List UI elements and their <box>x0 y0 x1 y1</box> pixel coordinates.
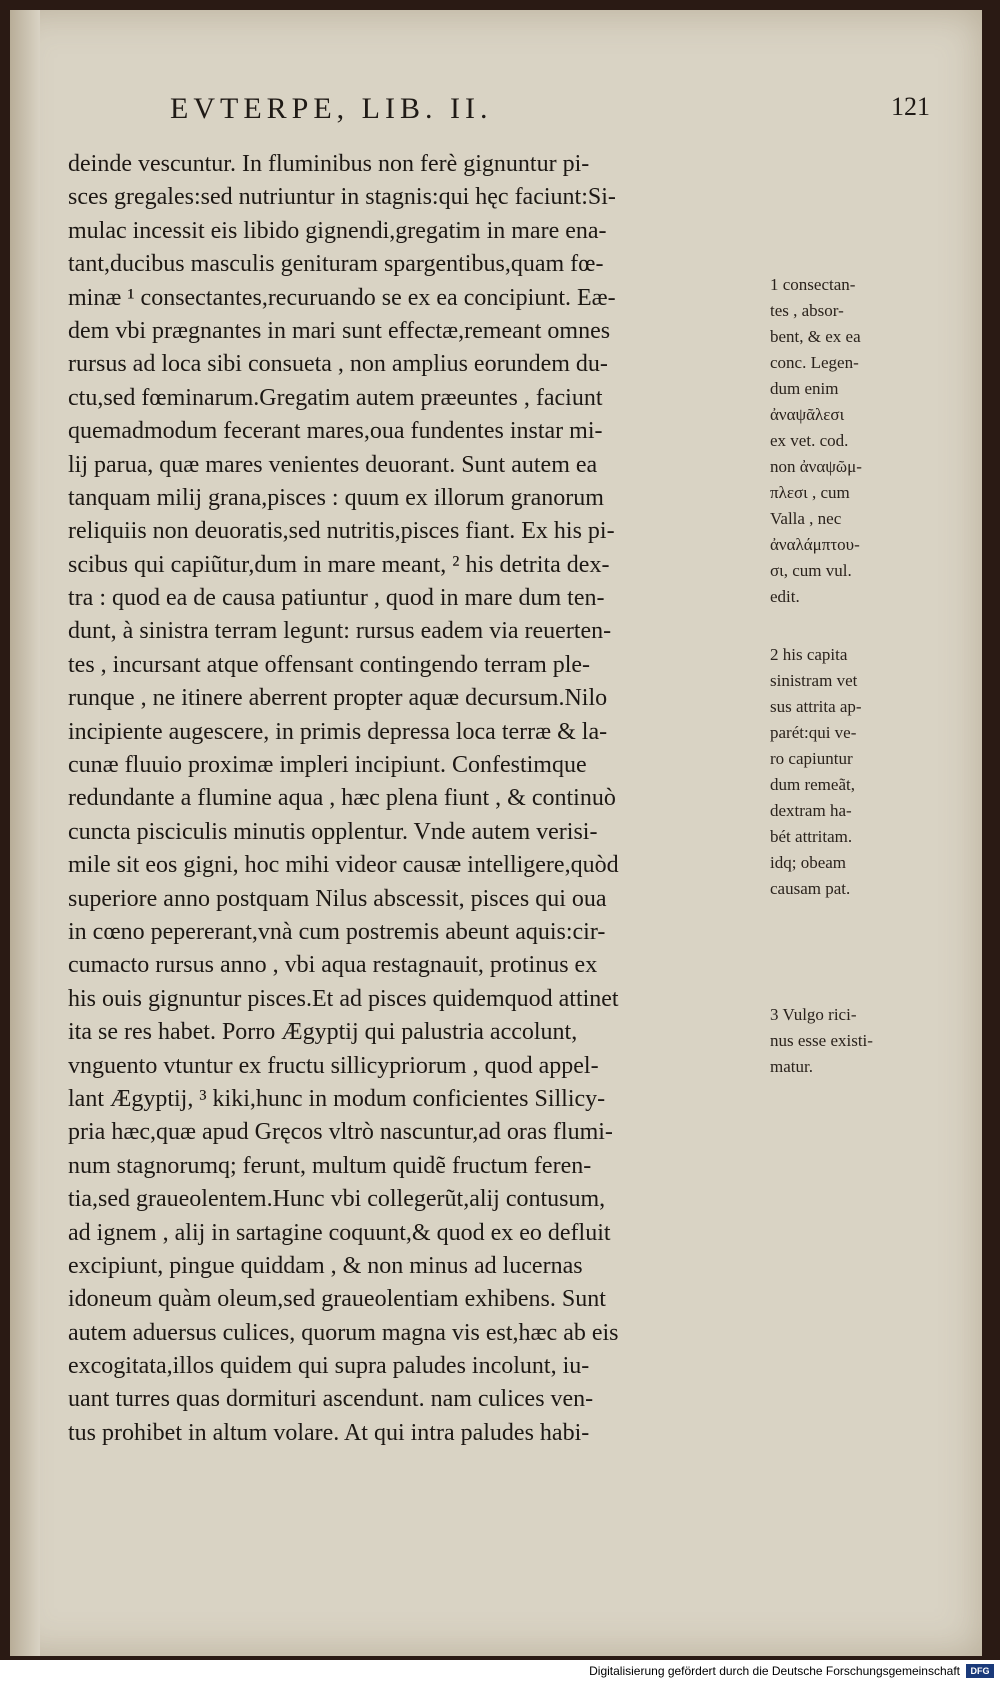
funding-note: Digitalisierung gefördert durch die Deutsche Forschungsgemeinschaft <box>589 1664 960 1678</box>
marginal-note-2 <box>770 642 922 902</box>
text-line: superiore anno postquam Nilus abscessit, pisces qui oua <box>68 885 607 912</box>
text-line: cumacto rursus anno , vbi aqua restagnauit, protinus ex <box>68 952 598 979</box>
text-line: sces gregales:sed nutriuntur in stagnis:qui hęc faciunt:Si- <box>68 184 616 211</box>
text-line: incipiente augescere, in primis depressa loca terræ & la- <box>68 718 608 745</box>
text-line: runque , ne itinere aberrent propter aquæ decursum.Nilo <box>68 685 608 712</box>
marginal-note-line: nus esse existi- <box>770 1031 873 1050</box>
text-line: excogitata,illos quidem qui supra paludes incolunt, iu- <box>68 1353 590 1380</box>
text-line: ita se res habet. Porro Ægyptij qui palustria accolunt, <box>68 1019 578 1046</box>
book-page <box>10 10 982 1656</box>
text-line: deinde vescuntur. In fluminibus non ferè gignuntur pi- <box>68 151 590 177</box>
page-spine-shadow <box>10 10 40 1656</box>
text-line: autem aduersus culices, quorum magna vis est,hæc ab eis <box>68 1319 619 1346</box>
text-line: dunt, à sinistra terram legunt: rursus eadem via reuerten- <box>68 618 612 645</box>
text-line: lant Ægyptij, ³ kiki,hunc in modum conficientes Sillicy- <box>68 1085 606 1112</box>
text-line: rursus ad loca sibi consueta , non amplius eorundem du- <box>68 351 608 378</box>
text-line: idoneum quàm oleum,sed graueolentiam exhibens. Sunt <box>68 1286 606 1313</box>
text-line: mulac incessit eis libido gignendi,gregatim in mare ena- <box>68 217 607 244</box>
marginal-note-line: 1 consectan- <box>770 275 856 294</box>
text-line: quemadmodum fecerant mares,oua fundentes instar mi- <box>68 418 603 445</box>
marginal-note-line: ex vet. cod. <box>770 431 849 450</box>
text-line: minæ ¹ consectantes,recuruando se ex ea concipiunt. Eæ- <box>68 284 616 311</box>
marginal-note-line: matur. <box>770 1057 813 1076</box>
marginal-note-line: 3 Vulgo rici- <box>770 1005 857 1024</box>
marginal-note-line: σι, cum vul. <box>770 561 852 580</box>
marginal-note-line: causam pat. <box>770 879 851 898</box>
marginal-note-line: dum remeãt, <box>770 775 855 794</box>
text-line: cunæ fluuio proximæ impleri incipiunt. Confestimque <box>68 752 587 779</box>
text-line: num stagnorumq; ferunt, multum quidẽ fructum feren- <box>68 1152 592 1179</box>
page-number: 121 <box>891 92 930 121</box>
page-header <box>170 92 930 132</box>
marginal-note-1 <box>770 272 922 610</box>
marginal-note-line: bent, & ex ea <box>770 327 861 346</box>
text-line: mile sit eos gigni, hoc mihi videor causæ intelligere,quòd <box>68 852 619 879</box>
marginal-note-line: edit. <box>770 587 800 606</box>
marginal-note-line: dextram ha- <box>770 801 852 820</box>
text-line: excipiunt, pingue quiddam , & non minus ad lucernas <box>68 1252 583 1279</box>
text-line: tes , incursant atque offensant contingendo terram ple- <box>68 651 591 678</box>
marginal-note-line: πλεσι , cum <box>770 483 850 502</box>
text-line: dem vbi prægnantes in mari sunt effectæ,remeant omnes <box>68 317 611 344</box>
dfg-logo: DFG <box>966 1664 994 1678</box>
text-line: reliquiis non deuoratis,sed nutritis,pisces fiant. Ex his pi- <box>68 518 615 545</box>
marginal-note-3 <box>770 1002 922 1080</box>
text-line: in cœno pepererant,vnà cum postremis abeunt aquis:cir- <box>68 918 606 945</box>
marginal-note-line: sus attrita ap- <box>770 697 862 716</box>
text-line: ctu,sed fœminarum.Gregatim autem præeuntes , faciunt <box>68 384 603 411</box>
text-line: redundante a flumine aqua , hæc plena fiunt , & continuò <box>68 785 616 812</box>
running-title: EVTERPE, LIB. II. <box>170 92 493 125</box>
text-line: lij parua, quæ mares venientes deuorant. Sunt autem ea <box>68 451 598 478</box>
digitization-footer <box>0 1660 1000 1684</box>
marginal-note-line: ro capiuntur <box>770 749 853 768</box>
marginal-note-line: tes , absor- <box>770 301 844 320</box>
text-line: ad ignem , alij in sartagine coquunt,& quod ex eo defluit <box>68 1219 611 1246</box>
marginal-note-line: Valla , nec <box>770 509 842 528</box>
text-line: tia,sed graueolentem.Hunc vbi collegerũt,alij contusum, <box>68 1186 606 1213</box>
marginal-note-line: dum enim <box>770 379 839 398</box>
marginal-note-line: non ἀναψῶμ- <box>770 457 862 476</box>
marginal-note-line: conc. Legen- <box>770 353 859 372</box>
text-line: uant turres quas dormituri ascendunt. nam culices ven- <box>68 1386 594 1413</box>
marginal-note-line: idq; obeam <box>770 853 847 872</box>
text-line: tra : quod ea de causa patiuntur , quod in mare dum ten- <box>68 585 605 612</box>
text-line: his ouis gignuntur pisces.Et ad pisces quidemquod attinet <box>68 985 619 1012</box>
text-line: tus prohibet in altum volare. At qui intra paludes habi- <box>68 1419 590 1446</box>
text-line: tanquam milij grana,pisces : quum ex illorum granorum <box>68 484 604 511</box>
marginal-note-line: ἀναλάμπτου- <box>770 535 860 554</box>
marginal-note-line: parét:qui ve- <box>770 723 857 742</box>
marginal-note-line: bét attritam. <box>770 827 853 846</box>
text-line: pria hæc,quæ apud Gręcos vltrò nascuntur,ad oras flumi- <box>68 1119 613 1146</box>
text-line: tant,ducibus masculis genituram spargentibus,quam fœ- <box>68 251 604 278</box>
marginal-note-line: sinistram vet <box>770 671 858 690</box>
text-line: scibus qui capiũtur,dum in mare meant, ² his detrita dex- <box>68 551 610 578</box>
marginal-note-line: ἀναψᾶλεσι <box>770 405 845 424</box>
text-line: vnguento vtuntur ex fructu sillicypriorum , quod appel- <box>68 1052 599 1079</box>
main-text-block <box>68 148 768 1450</box>
marginal-note-line: 2 his capita <box>770 645 848 664</box>
text-line: cuncta pisciculis minutis opplentur. Vnde autem verisi- <box>68 818 598 845</box>
